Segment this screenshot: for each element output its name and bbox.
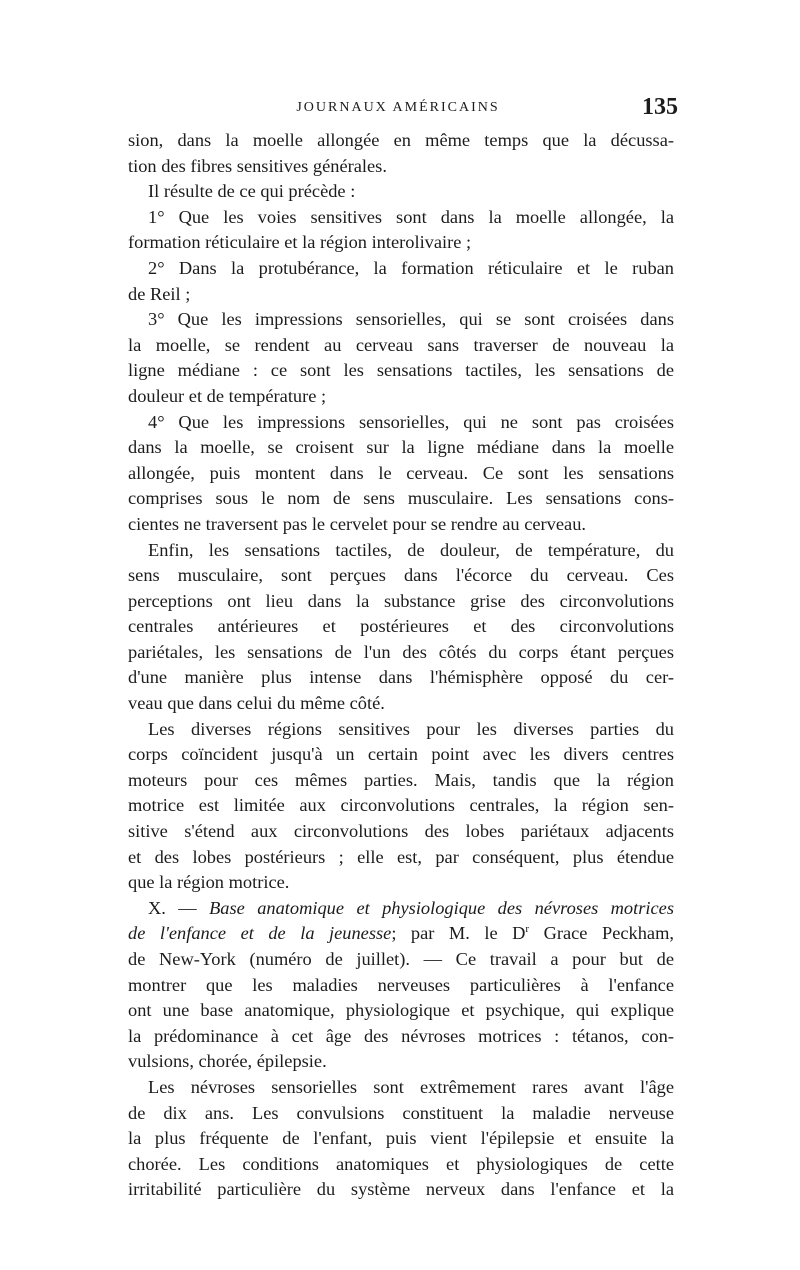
text-line: motrice est limitée aux circonvolutions centrales, la région sen- [128, 795, 674, 816]
text-line: douleur et de température ; [128, 385, 327, 406]
text-line: la plus fréquente de l'enfant, puis vient l'épilepsie et ensuite la [128, 1128, 674, 1149]
doctor-superscript: r [525, 923, 530, 936]
text-line: de New-York (numéro de juillet). — Ce travail a pour but de [128, 949, 674, 969]
text-line: vulsions, chorée, épilepsie. [128, 1051, 327, 1072]
section-author-text: ; par M. le D [391, 923, 526, 944]
section-label: X. — [148, 897, 210, 918]
text-line: 2° Dans la protubérance, la formation réticulaire et le ruban [148, 257, 674, 278]
text-line: allongée, puis montent dans le cerveau. Ce sont les sensations [128, 462, 674, 483]
text-line: moteurs pour ces mêmes parties. Mais, tandis que la région [128, 769, 674, 790]
page-header [118, 94, 678, 124]
text-line: ligne médiane : ce sont les sensations tactiles, les sensations de [128, 360, 674, 381]
text-line: de Reil ; [128, 283, 191, 304]
text-line: sion, dans la moelle allongée en même temps que la décussa- [128, 130, 674, 150]
running-title: JOURNAUX AMÉRICAINS [296, 100, 500, 115]
section-title-italic: Base anatomique et physiologique des névroses motrices [209, 897, 674, 918]
text-line: comprises sous le nom de sens musculaire. Les sensations cons- [128, 488, 674, 509]
text-line [128, 896, 674, 922]
page-number: 135 [642, 94, 678, 120]
text-line: d'une manière plus intense dans l'hémisphère opposé du cer- [128, 667, 674, 688]
text-line: perceptions ont lieu dans la substance grise des circonvolutions [128, 590, 674, 611]
text-line: chorée. Les conditions anatomiques et physiologiques de cette [128, 1153, 674, 1174]
section-author-name: Grace Peckham, [529, 923, 674, 944]
text-line: de dix ans. Les convulsions constituent la maladie nerveuse [128, 1102, 674, 1123]
text-line: cientes ne traversent pas le cervelet pour se rendre au cerveau. [128, 513, 586, 534]
text-line: que la région motrice. [128, 872, 290, 893]
body-text [128, 128, 674, 1203]
text-line: dans la moelle, se croisent sur la ligne médiane dans la moelle [128, 437, 674, 458]
text-line: 1° Que les voies sensitives sont dans la moelle allongée, la [148, 206, 674, 227]
text-line: irritabilité particulière du système nerveux dans l'enfance et la [128, 1179, 674, 1200]
text-line: veau que dans celui du même côté. [128, 693, 385, 714]
text-line: centrales antérieures et postérieures et des circonvolutions [128, 616, 674, 637]
text-line: montrer que les maladies nerveuses particulières à l'enfance [128, 974, 674, 995]
text-line: pariétales, les sensations de l'un des côtés du corps étant perçues [128, 641, 674, 662]
text-line: corps coïncident jusqu'à un certain point avec les divers centres [128, 744, 674, 765]
section-title-italic-continued: de l'enfance et de la jeunesse [128, 923, 392, 944]
text-line: Les diverses régions sensitives pour les diverses parties du [148, 718, 674, 739]
text-line: Les névroses sensorielles sont extrêmement rares avant l'âge [148, 1076, 674, 1097]
text-line: Il résulte de ce qui précède : [148, 181, 356, 202]
text-line: sitive s'étend aux circonvolutions des lobes pariétaux adjacents [128, 821, 674, 842]
text-line [128, 921, 674, 947]
text-line: sens musculaire, sont perçues dans l'écorce du cerveau. Ces [128, 565, 674, 586]
text-line: formation réticulaire et la région interolivaire ; [128, 232, 472, 253]
text-line: la moelle, se rendent au cerveau sans traverser de nouveau la [128, 334, 674, 355]
text-line: tion des fibres sensitives générales. [128, 155, 387, 176]
text-line: 4° Que les impressions sensorielles, qui ne sont pas croisées [148, 411, 674, 432]
text-line: 3° Que les impressions sensorielles, qui se sont croisées dans [148, 309, 674, 330]
text-line: la prédominance à cet âge des névroses motrices : tétanos, con- [128, 1025, 674, 1046]
text-line: Enfin, les sensations tactiles, de douleur, de température, du [148, 539, 674, 560]
text-line: et des lobes postérieurs ; elle est, par conséquent, plus étendue [128, 846, 674, 867]
text-line: ont une base anatomique, physiologique et psychique, qui explique [128, 1000, 674, 1021]
